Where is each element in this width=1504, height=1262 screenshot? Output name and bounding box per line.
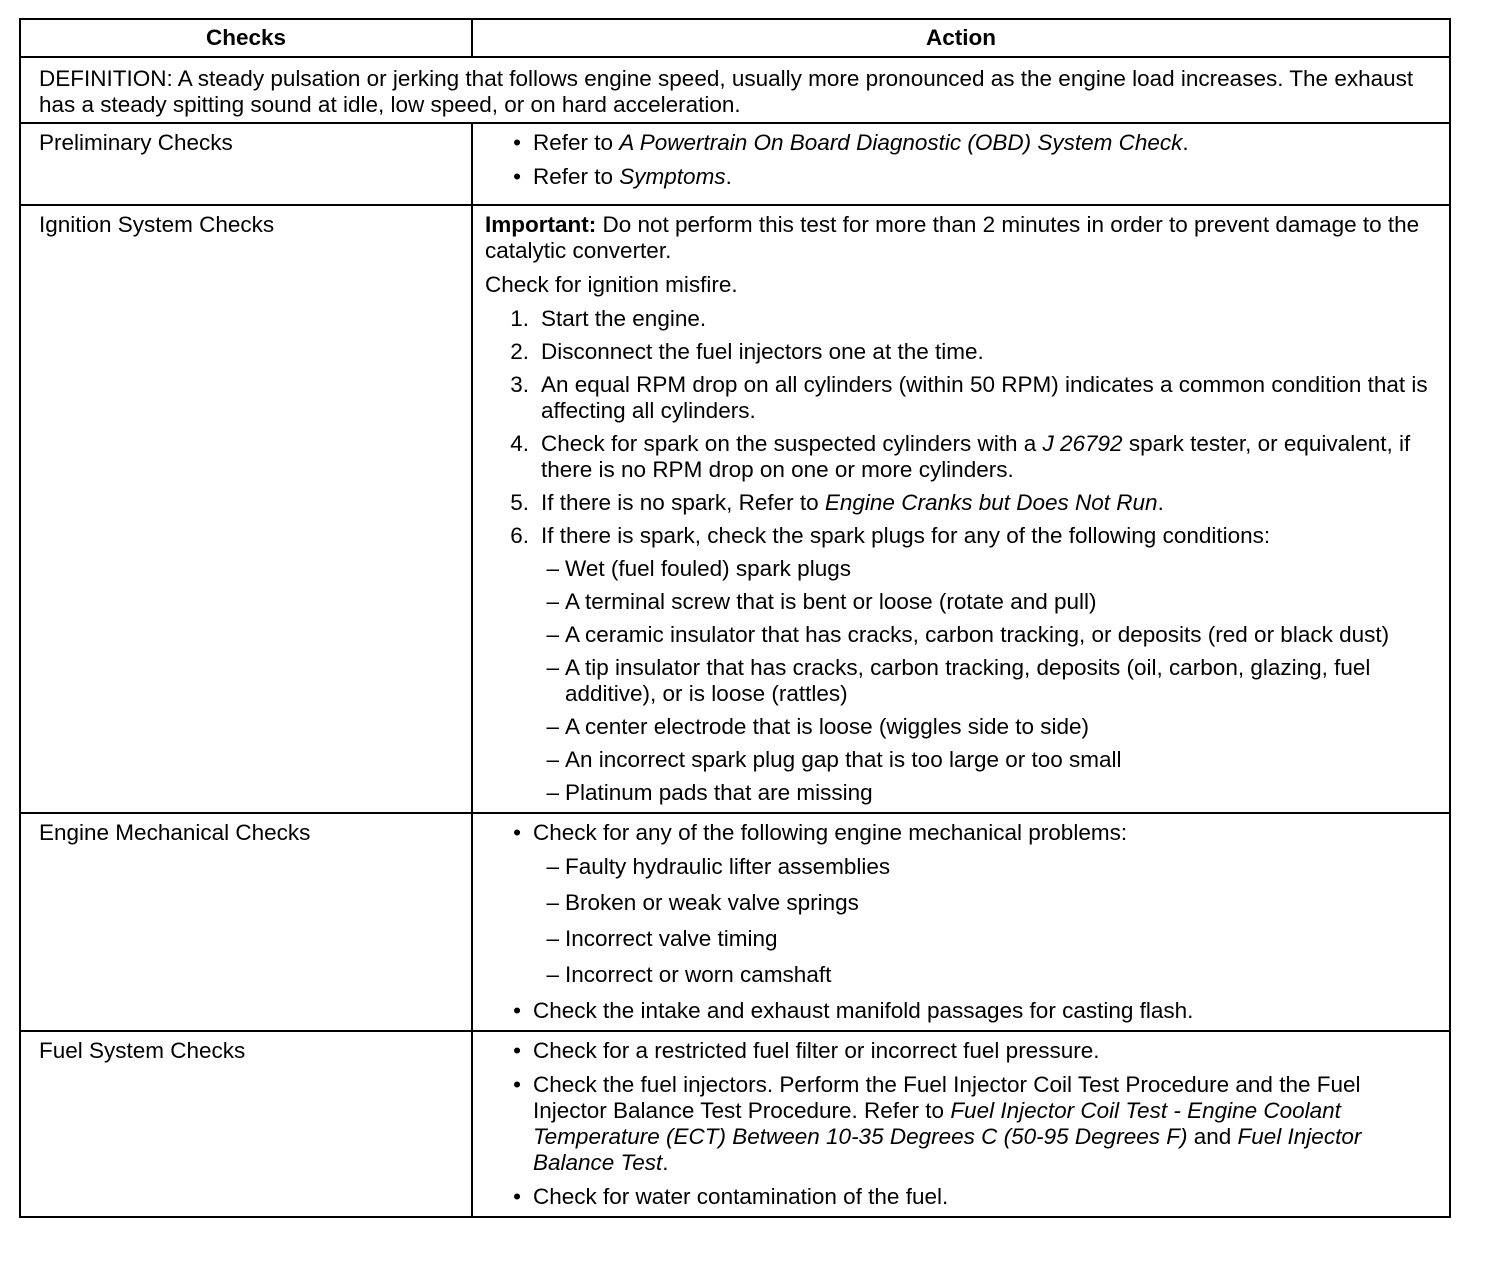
condition-item bbox=[485, 655, 1431, 707]
bullet-text: . bbox=[725, 164, 732, 189]
fuel-row bbox=[20, 1031, 1450, 1217]
bullet-glyph: • bbox=[513, 164, 521, 189]
preliminary-actions bbox=[472, 123, 1450, 205]
problem-text: Broken or weak valve springs bbox=[565, 890, 859, 915]
list-item bbox=[485, 820, 1431, 846]
step-text: . bbox=[1157, 490, 1164, 515]
preliminary-label: Preliminary Checks bbox=[20, 123, 472, 205]
step-item bbox=[485, 339, 1431, 365]
bullet-text: Check for a restricted fuel filter or incorrect fuel pressure. bbox=[533, 1038, 1100, 1063]
condition-item bbox=[485, 714, 1431, 740]
condition-text: Wet (fuel fouled) spark plugs bbox=[565, 556, 851, 581]
step-number: 3. bbox=[510, 372, 529, 397]
step-number: 6. bbox=[510, 523, 529, 548]
reference-link-symptoms: Symptoms bbox=[619, 164, 726, 189]
dash-glyph: – bbox=[546, 926, 559, 951]
ignition-row bbox=[20, 205, 1450, 813]
problem-item bbox=[485, 962, 1431, 988]
problem-item bbox=[485, 890, 1431, 916]
reference-link-coil-test: Fuel Injector Coil Test - Engine Coolant Temperature (ECT) Between 10-35 Degrees C (50-95 Degrees F) bbox=[533, 1098, 1341, 1149]
step-text: Start the engine. bbox=[541, 306, 707, 331]
definition-row bbox=[20, 57, 1450, 123]
bullet-text: Check for any of the following engine mechanical problems: bbox=[533, 820, 1128, 845]
dash-glyph: – bbox=[546, 780, 559, 805]
definition-text: DEFINITION: A steady pulsation or jerking that follows engine speed, usually more pronounced as the engine load increases. The exhaust has a steady spitting sound at idle, low speed, or on hard acceleration. bbox=[20, 57, 1450, 123]
bullet-text: Refer to bbox=[533, 164, 620, 189]
bullet-text: Check the fuel injectors. Perform the Fuel Injector Coil Test Procedure and the Fuel Injector Balance Test Procedure. Refer to bbox=[533, 1072, 1361, 1123]
fuel-actions bbox=[472, 1031, 1450, 1217]
condition-item bbox=[485, 780, 1431, 806]
condition-text: Platinum pads that are missing bbox=[565, 780, 873, 805]
problem-text: Incorrect valve timing bbox=[565, 926, 778, 951]
bullet-glyph: • bbox=[513, 998, 521, 1023]
step-item bbox=[485, 372, 1431, 424]
problem-item bbox=[485, 926, 1431, 952]
list-item bbox=[485, 130, 1431, 156]
step-item bbox=[485, 490, 1431, 516]
dash-glyph: – bbox=[546, 589, 559, 614]
ignition-intro: Check for ignition misfire. bbox=[485, 272, 738, 297]
step-number: 4. bbox=[510, 431, 529, 456]
header-action: Action bbox=[472, 19, 1450, 57]
list-item bbox=[485, 1072, 1431, 1176]
ignition-label: Ignition System Checks bbox=[20, 205, 472, 813]
step-item bbox=[485, 523, 1431, 549]
important-label: Important: bbox=[485, 212, 597, 237]
dash-glyph: – bbox=[546, 854, 559, 879]
preliminary-row bbox=[20, 123, 1450, 205]
condition-item bbox=[485, 589, 1431, 615]
list-item bbox=[485, 164, 1431, 190]
step-number: 1. bbox=[510, 306, 529, 331]
bullet-glyph: • bbox=[513, 1038, 521, 1063]
condition-text: A terminal screw that is bent or loose (rotate and pull) bbox=[565, 589, 1097, 614]
step-number: 2. bbox=[510, 339, 529, 364]
dash-glyph: – bbox=[546, 655, 559, 680]
step-text: An equal RPM drop on all cylinders (within 50 RPM) indicates a common condition that is affecting all cylinders. bbox=[541, 372, 1428, 423]
header-checks: Checks bbox=[20, 19, 472, 57]
step-item bbox=[485, 306, 1431, 332]
bullet-text: Refer to bbox=[533, 130, 620, 155]
dash-glyph: – bbox=[546, 556, 559, 581]
ignition-actions bbox=[472, 205, 1450, 813]
header-row bbox=[20, 19, 1450, 57]
dash-glyph: – bbox=[546, 962, 559, 987]
diagnostic-table bbox=[19, 18, 1451, 1218]
dash-glyph: – bbox=[546, 714, 559, 739]
bullet-glyph: • bbox=[513, 1072, 521, 1097]
mechanical-label: Engine Mechanical Checks bbox=[20, 813, 472, 1031]
step-text: If there is spark, check the spark plugs for any of the following conditions: bbox=[541, 523, 1271, 548]
bullet-text: and bbox=[1187, 1124, 1238, 1149]
list-item bbox=[485, 1184, 1431, 1210]
step-text: Check for spark on the suspected cylinders with a bbox=[541, 431, 1043, 456]
mechanical-actions bbox=[472, 813, 1450, 1031]
condition-item bbox=[485, 556, 1431, 582]
fuel-label: Fuel System Checks bbox=[20, 1031, 472, 1217]
condition-item bbox=[485, 747, 1431, 773]
reference-link-cranks: Engine Cranks but Does Not Run bbox=[824, 490, 1158, 515]
bullet-text: Check the intake and exhaust manifold passages for casting flash. bbox=[533, 998, 1194, 1023]
bullet-glyph: • bbox=[513, 130, 521, 155]
condition-text: A tip insulator that has cracks, carbon tracking, deposits (oil, carbon, glazing, fuel additive), or is loose (rattles) bbox=[565, 655, 1371, 706]
bullet-glyph: • bbox=[513, 820, 521, 845]
step-item bbox=[485, 431, 1431, 483]
bullet-glyph: • bbox=[513, 1184, 521, 1209]
condition-item bbox=[485, 622, 1431, 648]
bullet-text: . bbox=[1182, 130, 1189, 155]
list-item bbox=[485, 998, 1431, 1024]
problem-text: Incorrect or worn camshaft bbox=[565, 962, 832, 987]
step-number: 5. bbox=[510, 490, 529, 515]
problem-item bbox=[485, 854, 1431, 880]
step-text: spark tester, or equivalent, if there is no RPM drop on one or more cylinders. bbox=[541, 431, 1411, 482]
condition-text: An incorrect spark plug gap that is too large or too small bbox=[565, 747, 1122, 772]
step-text: If there is no spark, Refer to bbox=[541, 490, 825, 515]
tool-reference: J 26792 bbox=[1042, 431, 1123, 456]
reference-link-obd: A Powertrain On Board Diagnostic (OBD) System Check bbox=[619, 130, 1183, 155]
dash-glyph: – bbox=[546, 622, 559, 647]
important-text: Do not perform this test for more than 2 minutes in order to prevent damage to the catalytic converter. bbox=[485, 212, 1420, 263]
dash-glyph: – bbox=[546, 747, 559, 772]
condition-text: A center electrode that is loose (wiggles side to side) bbox=[565, 714, 1090, 739]
bullet-text: . bbox=[662, 1150, 669, 1175]
reference-link-balance-test: Fuel Injector Balance Test bbox=[533, 1124, 1362, 1175]
dash-glyph: – bbox=[546, 890, 559, 915]
list-item bbox=[485, 1038, 1431, 1064]
mechanical-row bbox=[20, 813, 1450, 1031]
problem-text: Faulty hydraulic lifter assemblies bbox=[565, 854, 891, 879]
important-note bbox=[485, 212, 1431, 264]
step-text: Disconnect the fuel injectors one at the time. bbox=[541, 339, 984, 364]
condition-text: A ceramic insulator that has cracks, carbon tracking, or deposits (red or black dust) bbox=[565, 622, 1390, 647]
bullet-text: Check for water contamination of the fuel. bbox=[533, 1184, 949, 1209]
